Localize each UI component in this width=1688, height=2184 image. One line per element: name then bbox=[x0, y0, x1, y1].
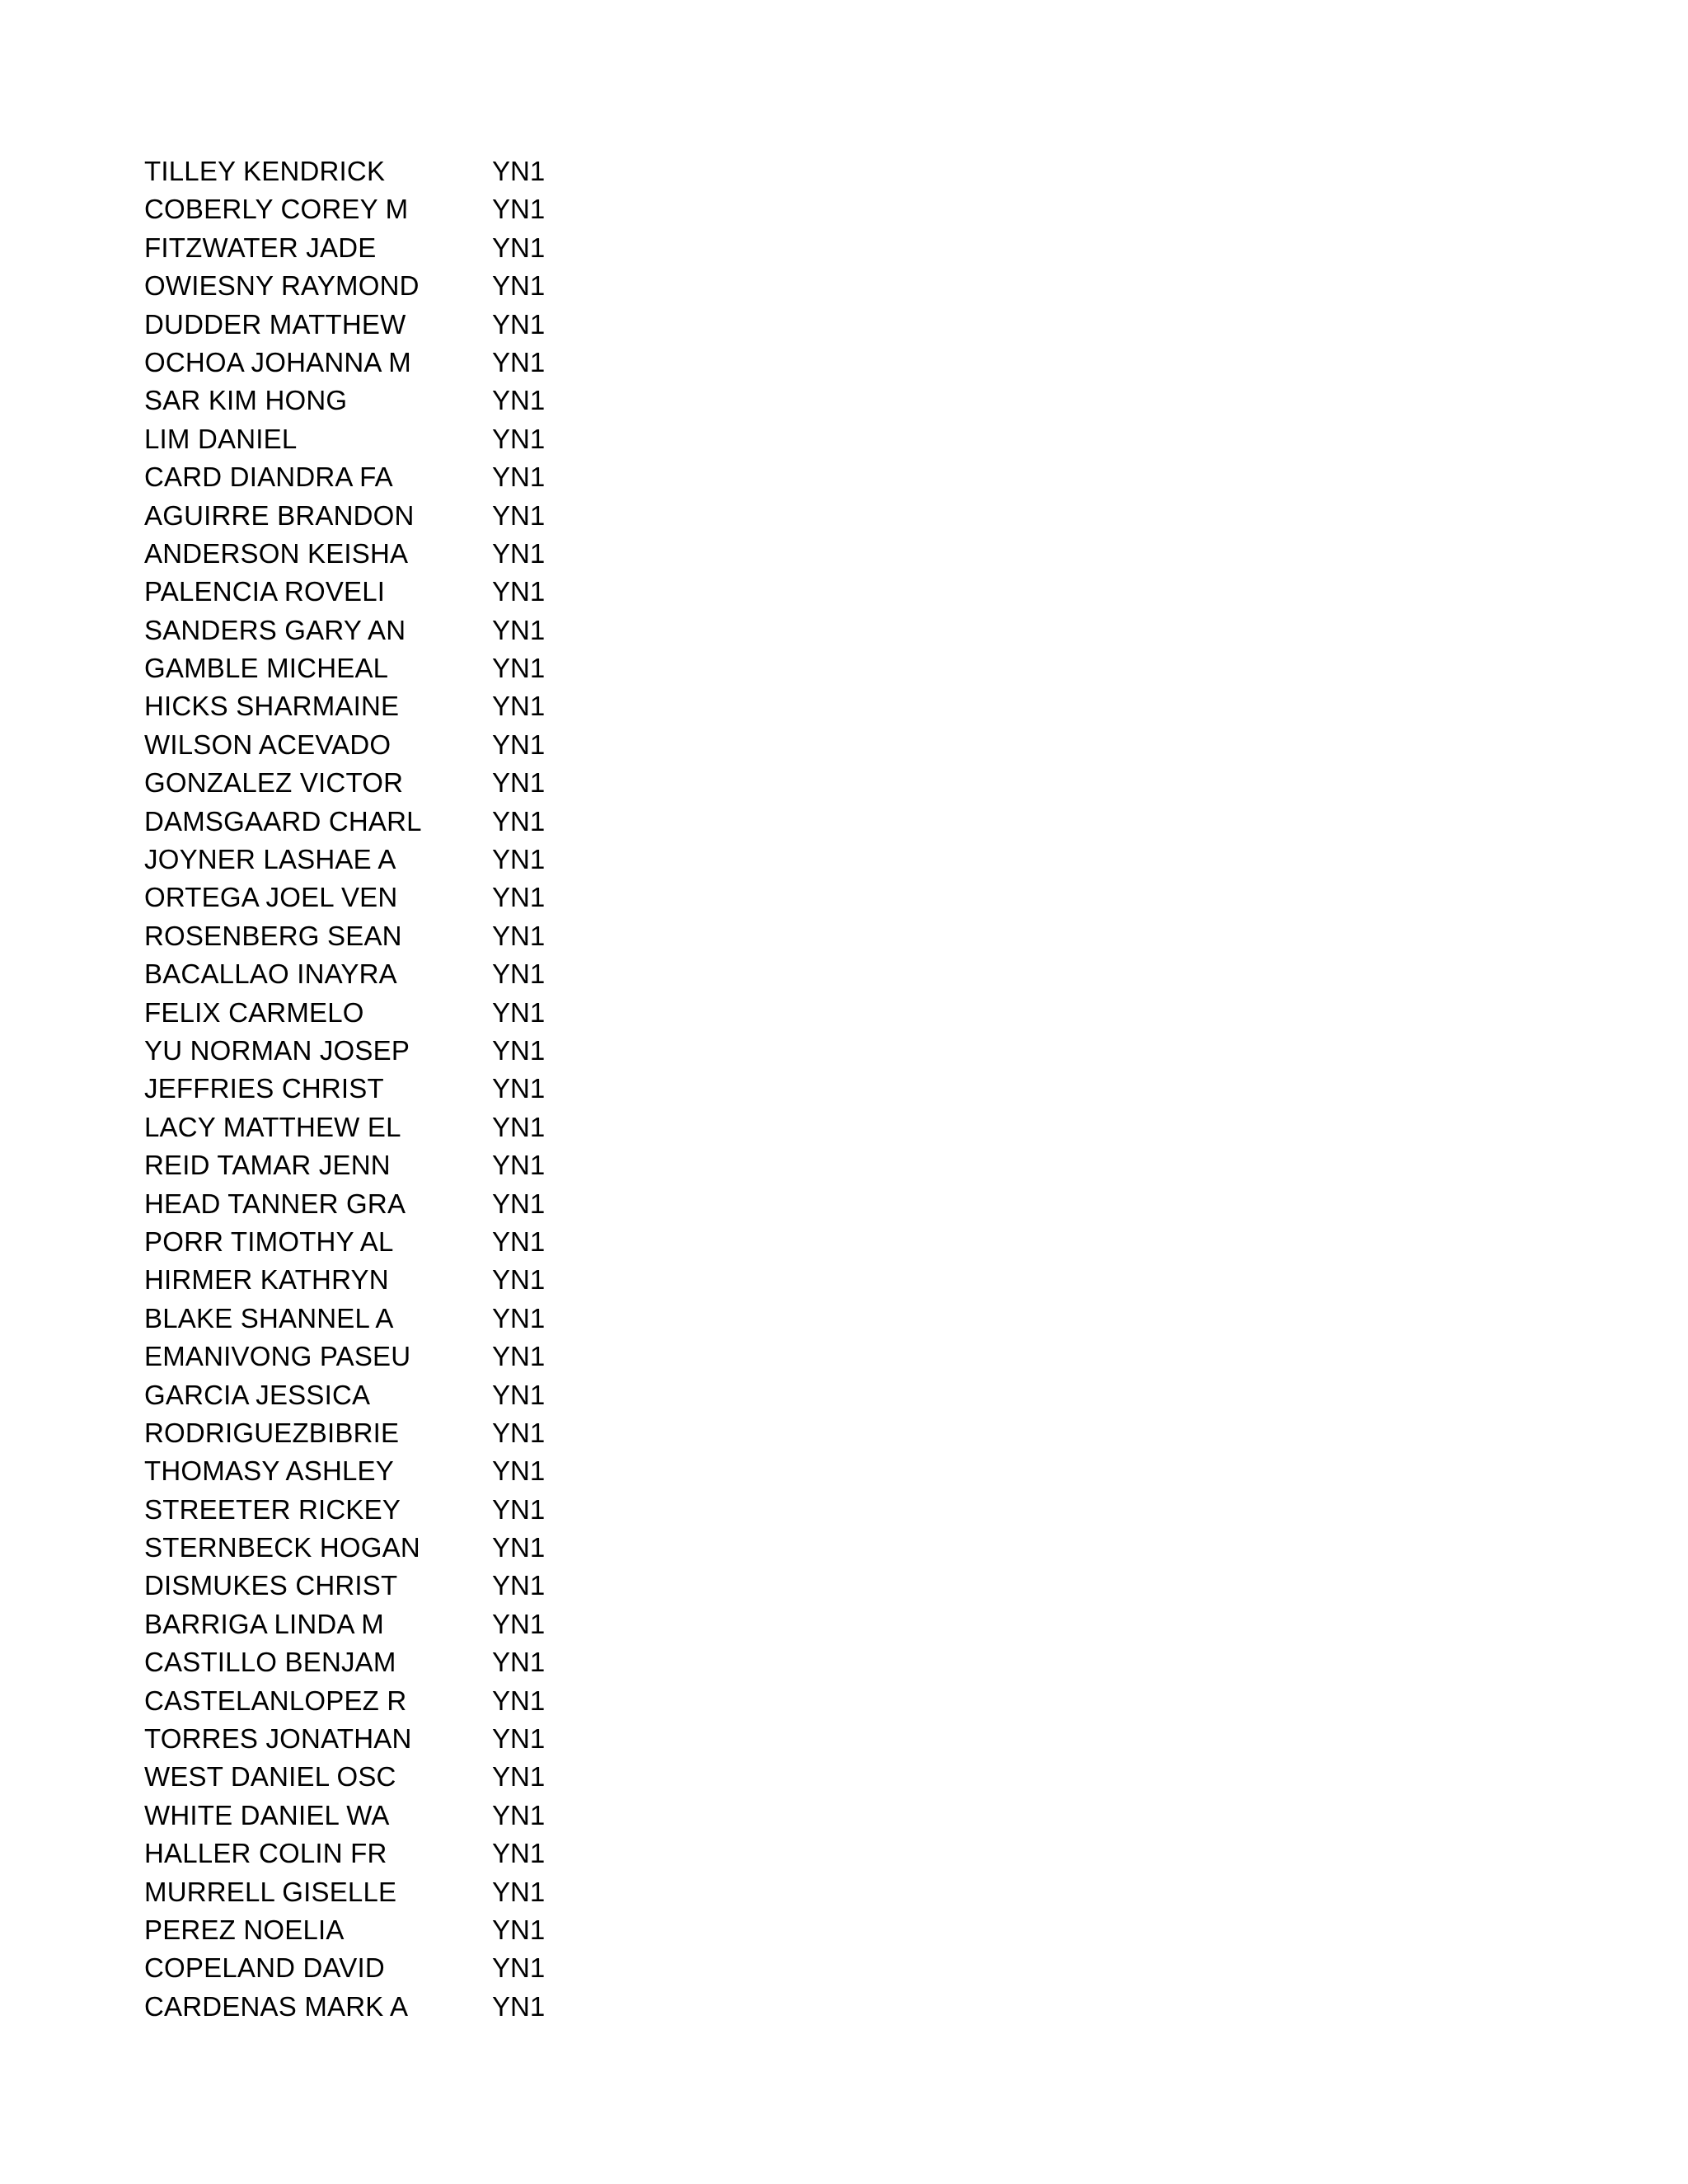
rate-code: YN1 bbox=[492, 1493, 546, 1525]
person-name: CASTELANLOPEZ R bbox=[144, 1685, 407, 1716]
list-item bbox=[144, 152, 721, 190]
rate-code: YN1 bbox=[492, 1341, 546, 1372]
list-item bbox=[144, 1529, 721, 1567]
person-name: CASTILLO BENJAM bbox=[144, 1647, 396, 1678]
list-item bbox=[144, 1873, 721, 1911]
rate-code: YN1 bbox=[492, 1417, 546, 1448]
person-name: REID TAMAR JENN bbox=[144, 1150, 391, 1181]
person-name: CARDENAS MARK A bbox=[144, 1990, 409, 2022]
person-name: GARCIA JESSICA bbox=[144, 1379, 371, 1410]
rate-code: YN1 bbox=[492, 767, 546, 799]
rate-code: YN1 bbox=[492, 691, 546, 722]
rate-code: YN1 bbox=[492, 1532, 546, 1563]
person-name: BACALLAO INAYRA bbox=[144, 958, 397, 990]
rate-code: YN1 bbox=[492, 346, 546, 377]
rate-code: YN1 bbox=[492, 1073, 546, 1104]
rate-code: YN1 bbox=[492, 1685, 546, 1716]
rate-code: YN1 bbox=[492, 537, 546, 569]
rate-code: YN1 bbox=[492, 1455, 546, 1487]
person-name: BLAKE SHANNEL A bbox=[144, 1302, 394, 1333]
list-item bbox=[144, 1682, 721, 1720]
list-item bbox=[144, 573, 721, 611]
person-name: JOYNER LASHAE A bbox=[144, 844, 396, 875]
person-name: STERNBECK HOGAN bbox=[144, 1532, 420, 1563]
list-item bbox=[144, 1949, 721, 1987]
list-item bbox=[144, 841, 721, 879]
rate-code: YN1 bbox=[492, 1990, 546, 2022]
roster-list bbox=[144, 152, 721, 2026]
person-name: CARD DIANDRA FA bbox=[144, 462, 393, 493]
rate-code: YN1 bbox=[492, 499, 546, 531]
person-name: FELIX CARMELO bbox=[144, 996, 364, 1028]
rate-code: YN1 bbox=[492, 1914, 546, 1945]
person-name: DISMUKES CHRIST bbox=[144, 1570, 398, 1601]
person-name: PALENCIA ROVELI bbox=[144, 576, 386, 607]
person-name: DAMSGAARD CHARL bbox=[144, 805, 422, 837]
rate-code: YN1 bbox=[492, 958, 546, 990]
list-item bbox=[144, 1797, 721, 1835]
rate-code: YN1 bbox=[492, 1723, 546, 1755]
person-name: WEST DANIEL OSC bbox=[144, 1761, 396, 1793]
list-item bbox=[144, 1567, 721, 1605]
person-name: GAMBLE MICHEAL bbox=[144, 653, 389, 684]
list-item bbox=[144, 497, 721, 535]
list-item bbox=[144, 1835, 721, 1872]
rate-code: YN1 bbox=[492, 1034, 546, 1066]
person-name: COPELAND DAVID bbox=[144, 1952, 385, 1984]
rate-code: YN1 bbox=[492, 194, 546, 225]
rate-code: YN1 bbox=[492, 920, 546, 951]
person-name: LIM DANIEL bbox=[144, 423, 298, 454]
person-name: OWIESNY RAYMOND bbox=[144, 270, 420, 302]
list-item bbox=[144, 955, 721, 993]
rate-code: YN1 bbox=[492, 1952, 546, 1984]
person-name: THOMASY ASHLEY bbox=[144, 1455, 394, 1487]
list-item bbox=[144, 382, 721, 419]
list-item bbox=[144, 612, 721, 649]
rate-code: YN1 bbox=[492, 1761, 546, 1793]
person-name: PORR TIMOTHY AL bbox=[144, 1226, 394, 1257]
rate-code: YN1 bbox=[492, 1876, 546, 1907]
list-item bbox=[144, 994, 721, 1032]
list-item bbox=[144, 190, 721, 228]
person-name: AGUIRRE BRANDON bbox=[144, 499, 415, 531]
list-item bbox=[144, 1108, 721, 1146]
list-item bbox=[144, 1414, 721, 1452]
list-item bbox=[144, 1376, 721, 1414]
list-item bbox=[144, 1223, 721, 1261]
person-name: BARRIGA LINDA M bbox=[144, 1608, 384, 1639]
person-name: RODRIGUEZBIBRIE bbox=[144, 1417, 400, 1448]
list-item bbox=[144, 1185, 721, 1223]
rate-code: YN1 bbox=[492, 232, 546, 263]
rate-code: YN1 bbox=[492, 1838, 546, 1869]
person-name: ROSENBERG SEAN bbox=[144, 920, 402, 951]
list-item bbox=[144, 306, 721, 344]
person-name: JEFFRIES CHRIST bbox=[144, 1073, 384, 1104]
list-item bbox=[144, 1758, 721, 1796]
rate-code: YN1 bbox=[492, 1302, 546, 1333]
list-item bbox=[144, 1261, 721, 1299]
person-name: EMANIVONG PASEU bbox=[144, 1341, 411, 1372]
list-item bbox=[144, 420, 721, 458]
list-item bbox=[144, 1491, 721, 1529]
rate-code: YN1 bbox=[492, 1379, 546, 1410]
rate-code: YN1 bbox=[492, 805, 546, 837]
list-item bbox=[144, 1988, 721, 2026]
list-item bbox=[144, 229, 721, 267]
list-item bbox=[144, 535, 721, 573]
person-name: SAR KIM HONG bbox=[144, 385, 348, 416]
person-name: WHITE DANIEL WA bbox=[144, 1799, 390, 1830]
rate-code: YN1 bbox=[492, 156, 546, 186]
list-item bbox=[144, 1146, 721, 1184]
person-name: DUDDER MATTHEW bbox=[144, 308, 406, 340]
person-name: FITZWATER JADE bbox=[144, 232, 377, 263]
list-item bbox=[144, 1070, 721, 1108]
list-item bbox=[144, 1911, 721, 1949]
rate-code: YN1 bbox=[492, 1188, 546, 1219]
person-name: LACY MATTHEW EL bbox=[144, 1111, 401, 1142]
rate-code: YN1 bbox=[492, 1608, 546, 1639]
rate-code: YN1 bbox=[492, 423, 546, 454]
person-name: PEREZ NOELIA bbox=[144, 1914, 345, 1945]
person-name: ANDERSON KEISHA bbox=[144, 537, 409, 569]
rate-code: YN1 bbox=[492, 996, 546, 1028]
list-item bbox=[144, 1605, 721, 1643]
rate-code: YN1 bbox=[492, 462, 546, 493]
rate-code: YN1 bbox=[492, 882, 546, 913]
rate-code: YN1 bbox=[492, 385, 546, 416]
person-name: MURRELL GISELLE bbox=[144, 1876, 397, 1907]
person-name: WILSON ACEVADO bbox=[144, 729, 392, 760]
rate-code: YN1 bbox=[492, 1264, 546, 1296]
rate-code: YN1 bbox=[492, 1111, 546, 1142]
list-item bbox=[144, 458, 721, 496]
list-item bbox=[144, 687, 721, 725]
list-item bbox=[144, 764, 721, 802]
list-item bbox=[144, 344, 721, 382]
person-name: OCHOA JOHANNA M bbox=[144, 346, 411, 377]
rate-code: YN1 bbox=[492, 270, 546, 302]
rate-code: YN1 bbox=[492, 576, 546, 607]
list-item bbox=[144, 879, 721, 916]
list-item bbox=[144, 1338, 721, 1376]
person-name: STREETER RICKEY bbox=[144, 1493, 401, 1525]
person-name: HIRMER KATHRYN bbox=[144, 1264, 389, 1296]
list-item bbox=[144, 917, 721, 955]
rate-code: YN1 bbox=[492, 653, 546, 684]
list-item bbox=[144, 1452, 721, 1490]
person-name: COBERLY COREY M bbox=[144, 194, 409, 225]
rate-code: YN1 bbox=[492, 729, 546, 760]
rate-code: YN1 bbox=[492, 1799, 546, 1830]
list-item bbox=[144, 1300, 721, 1338]
person-name: SANDERS GARY AN bbox=[144, 614, 406, 645]
person-name: ORTEGA JOEL VEN bbox=[144, 882, 398, 913]
list-item bbox=[144, 803, 721, 841]
person-name: TILLEY KENDRICK bbox=[144, 156, 386, 186]
rate-code: YN1 bbox=[492, 614, 546, 645]
list-item bbox=[144, 267, 721, 305]
person-name: HICKS SHARMAINE bbox=[144, 691, 400, 722]
rate-code: YN1 bbox=[492, 1570, 546, 1601]
rate-code: YN1 bbox=[492, 1150, 546, 1181]
person-name: HALLER COLIN FR bbox=[144, 1838, 387, 1869]
person-name: GONZALEZ VICTOR bbox=[144, 767, 404, 799]
rate-code: YN1 bbox=[492, 308, 546, 340]
rate-code: YN1 bbox=[492, 1226, 546, 1257]
list-item bbox=[144, 649, 721, 687]
list-item bbox=[144, 726, 721, 764]
list-item bbox=[144, 1643, 721, 1681]
list-item bbox=[144, 1032, 721, 1070]
person-name: HEAD TANNER GRA bbox=[144, 1188, 406, 1219]
rate-code: YN1 bbox=[492, 1647, 546, 1678]
list-item bbox=[144, 1720, 721, 1758]
person-name: YU NORMAN JOSEP bbox=[144, 1034, 410, 1066]
person-name: TORRES JONATHAN bbox=[144, 1723, 412, 1755]
rate-code: YN1 bbox=[492, 844, 546, 875]
